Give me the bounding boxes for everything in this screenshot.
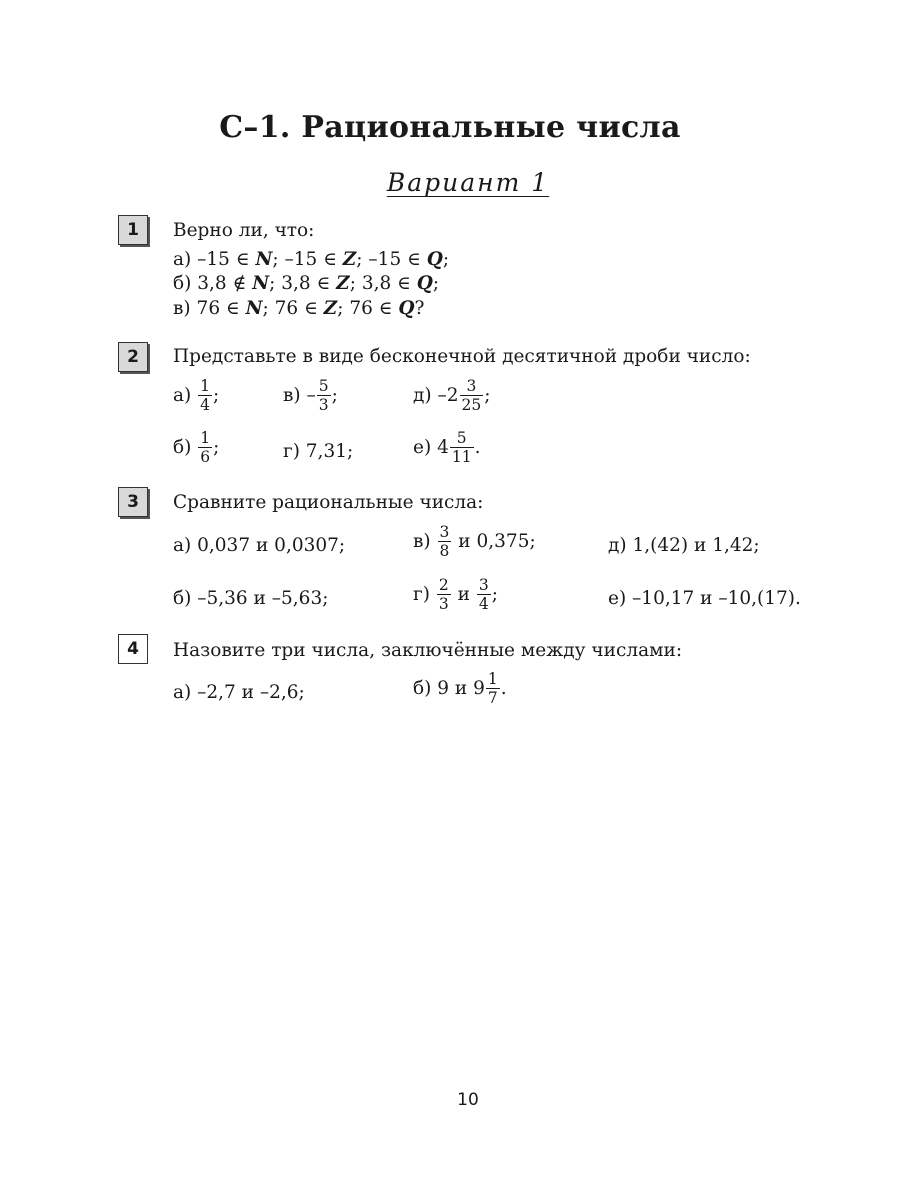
page-title: С–1. Рациональные числа — [219, 110, 681, 145]
task-4-prompt: Назовите три числа, заключённые между числами: — [173, 640, 683, 661]
task-1-prompt: Верно ли, что: — [173, 220, 315, 241]
set-symbol: Z — [342, 249, 357, 270]
task-2-item-d — [413, 378, 491, 414]
set-symbol: Q — [398, 298, 415, 319]
task-3-prompt: Сравните рациональные числа: — [173, 492, 484, 513]
item-end: ; — [213, 384, 220, 406]
set-symbol: Z — [323, 298, 338, 319]
fraction — [450, 430, 474, 466]
task-2-item-v — [283, 378, 338, 414]
fraction — [198, 430, 212, 466]
whole-part: 9 — [473, 677, 485, 699]
set-symbol: N — [245, 298, 263, 319]
task-2-item-a — [173, 378, 219, 414]
item-label: б) 9 и — [413, 677, 468, 699]
numerator: 1 — [200, 377, 211, 395]
task-3-item-b: б) –5,36 и –5,63; — [173, 588, 329, 609]
denominator: 3 — [438, 595, 449, 614]
numerator: 5 — [450, 430, 474, 448]
numerator: 1 — [487, 670, 498, 688]
fraction — [198, 378, 212, 414]
task-1-line-v: в) 76 ∈ N; 76 ∈ Z; 76 ∈ Q? — [173, 298, 425, 319]
task-3-item-e: е) –10,17 и –10,(17). — [608, 588, 801, 609]
denominator: 6 — [200, 448, 211, 467]
denominator: 8 — [439, 542, 450, 561]
denominator: 3 — [318, 396, 329, 415]
fraction — [438, 524, 452, 560]
task-number-2: 2 — [118, 342, 148, 372]
denominator: 7 — [487, 689, 498, 708]
task-3-item-a: а) 0,037 и 0,0307; — [173, 535, 346, 556]
task-4-item-b — [413, 671, 507, 707]
denominator: 25 — [461, 396, 482, 415]
denominator: 4 — [200, 396, 211, 415]
numerator: 3 — [478, 576, 489, 594]
task-3-item-d: д) 1,(42) и 1,42; — [608, 535, 760, 556]
variant-heading: Вариант 1 — [386, 168, 550, 197]
set-symbol: Q — [426, 249, 443, 270]
task-2-prompt: Представьте в виде бесконечной десятичной дроби число: — [173, 346, 751, 367]
set-symbol: N — [252, 273, 270, 294]
item-label: г) — [413, 583, 430, 605]
item-end: ; — [331, 384, 338, 406]
numerator: 3 — [439, 523, 450, 541]
item-label: в) – — [283, 384, 316, 406]
item-label: в) — [413, 530, 431, 552]
task-3-item-v — [413, 524, 536, 560]
task-4-item-a: а) –2,7 и –2,6; — [173, 682, 305, 703]
task-2-item-e — [413, 430, 480, 466]
fraction — [317, 378, 331, 414]
page-number: 10 — [457, 1090, 479, 1110]
item-end: и 0,375; — [458, 530, 536, 552]
task-2-item-g: г) 7,31; — [283, 441, 354, 462]
task-number-4: 4 — [118, 634, 148, 664]
whole-part: 4 — [437, 436, 449, 458]
task-number-3: 3 — [118, 487, 148, 517]
item-label: б) — [173, 436, 192, 458]
denominator: 11 — [451, 448, 472, 467]
fraction — [477, 577, 491, 613]
set-symbol: Q — [416, 273, 433, 294]
item-end: ; — [491, 583, 498, 605]
numerator: 1 — [200, 429, 211, 447]
item-end: . — [474, 436, 481, 458]
item-end: ; — [213, 436, 220, 458]
numerator: 3 — [460, 378, 484, 396]
set-symbol: N — [255, 249, 273, 270]
task-number-1: 1 — [118, 215, 148, 245]
fraction — [460, 378, 484, 414]
task-1-line-b: б) 3,8 ∉ N; 3,8 ∈ Z; 3,8 ∈ Q; — [173, 273, 440, 294]
whole-part: –2 — [437, 384, 459, 406]
fraction — [486, 671, 500, 707]
item-end: ; — [484, 384, 491, 406]
set-symbol: Z — [336, 273, 350, 294]
conjunction: и — [457, 583, 470, 605]
item-label: а) — [173, 384, 192, 406]
task-3-item-g — [413, 577, 498, 613]
task-2-item-b — [173, 430, 219, 466]
numerator: 2 — [438, 576, 449, 594]
item-end: . — [500, 677, 507, 699]
item-label: д) — [413, 384, 432, 406]
task-1-line-a: а) –15 ∈ N; –15 ∈ Z; –15 ∈ Q; — [173, 249, 450, 270]
numerator: 5 — [318, 377, 329, 395]
fraction — [437, 577, 451, 613]
item-label: е) — [413, 436, 432, 458]
denominator: 4 — [478, 595, 489, 614]
